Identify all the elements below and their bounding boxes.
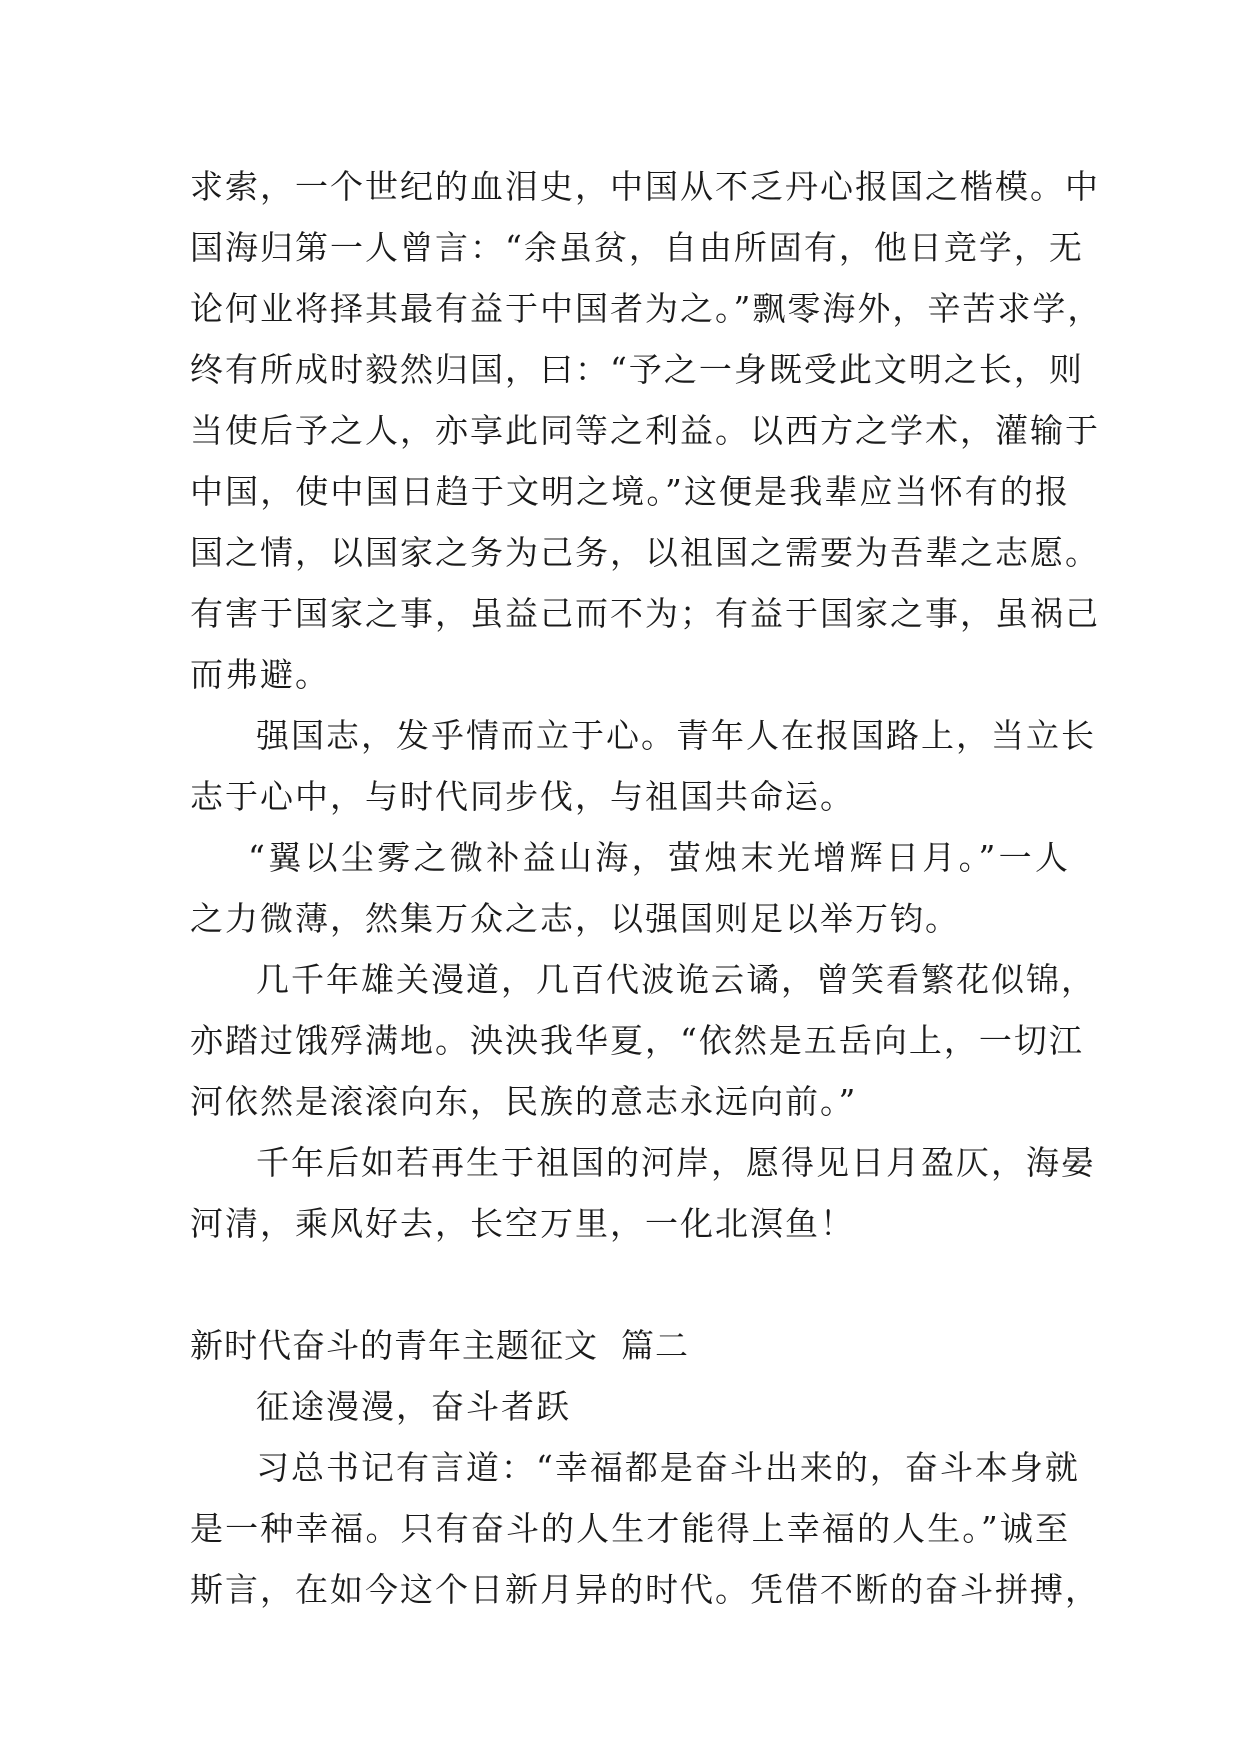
paragraph-line: “翼以尘雾之微补益山海，萤烛末光增辉日月。”一人 — [248, 838, 1070, 877]
section-heading: 新时代奋斗的青年主题征文 篇二 — [190, 1326, 689, 1365]
paragraph-line: 而弗避。 — [190, 655, 330, 694]
paragraph-line: 是一种幸福。只有奋斗的人生才能得上幸福的人生。”诚至 — [190, 1509, 1070, 1548]
spacer — [190, 1254, 1070, 1315]
paragraph-line: 习总书记有言道：“幸福都是奋斗出来的，奋斗本身就 — [256, 1448, 1080, 1487]
paragraph-line: 论何业将择其最有益于中国者为之。”飘零海外，辛苦求学， — [190, 289, 1103, 328]
paragraph-line: 斯言，在如今这个日新月异的时代。凭借不断的奋斗拼搏， — [190, 1570, 1100, 1609]
paragraph-line: 志于心中，与时代同步伐，与祖国共命运。 — [190, 777, 855, 816]
paragraph-line: 千年后如若再生于祖国的河岸，愿得见日月盈仄，海晏 — [256, 1143, 1096, 1182]
paragraph-line: 亦踏过饿殍满地。泱泱我华夏，“依然是五岳向上，一切江 — [190, 1021, 1084, 1060]
paragraph-line: 国之情，以国家之务为己务，以祖国之需要为吾辈之志愿。 — [190, 533, 1100, 572]
paragraph-line: 有害于国家之事，虽益己而不为；有益于国家之事，虽祸己 — [190, 594, 1100, 633]
paragraph-line: 求索，一个世纪的血泪史，中国从不乏丹心报国之楷模。中 — [190, 167, 1100, 206]
paragraph-line: 之力微薄，然集万众之志，以强国则足以举万钧。 — [190, 899, 960, 938]
section-subtitle: 征途漫漫，奋斗者跃 — [256, 1387, 571, 1426]
paragraph-line: 当使后予之人，亦享此同等之利益。以西方之学术，灌输于 — [190, 411, 1100, 450]
paragraph-line: 中国，使中国日趋于文明之境。”这便是我辈应当怀有的报 — [190, 472, 1070, 511]
paragraph-line: 终有所成时毅然归国，曰：“予之一身既受此文明之长，则 — [190, 350, 1084, 389]
paragraph-line: 强国志，发乎情而立于心。青年人在报国路上，当立长 — [256, 716, 1096, 755]
paragraph-line: 国海归第一人曾言：“余虽贫，自由所固有，他日竞学，无 — [190, 228, 1084, 267]
document-body — [190, 156, 1103, 1620]
paragraph-line: 几千年雄关漫道，几百代波诡云谲，曾笑看繁花似锦， — [256, 960, 1096, 999]
paragraph-line: 河依然是滚滚向东，民族的意志永远向前。” — [190, 1082, 858, 1121]
paragraph-line: 河清，乘风好去，长空万里，一化北溟鱼！ — [190, 1204, 855, 1243]
